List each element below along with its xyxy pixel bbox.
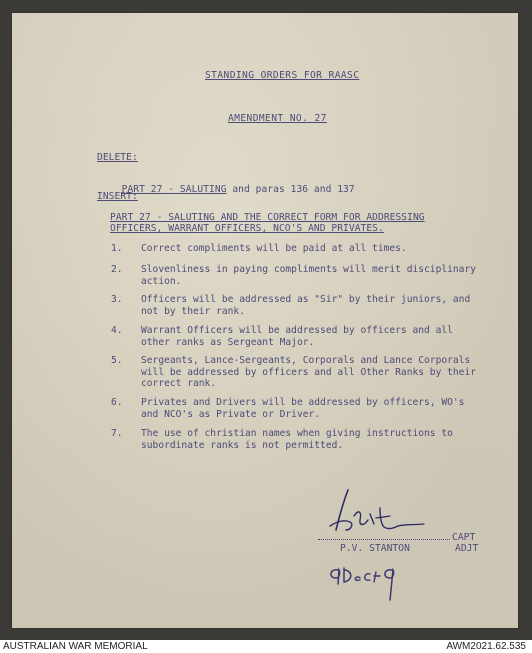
amendment-number: AMENDMENT NO. 27 xyxy=(228,113,327,124)
handwritten-date-note xyxy=(326,560,406,606)
insert-heading-line1: PART 27 - SALUTING AND THE CORRECT FORM FOR ADDRESSING xyxy=(110,212,425,223)
item-text: Officers will be addressed as "Sir" by their juniors, and not by their rank. xyxy=(141,294,471,317)
delete-line xyxy=(110,173,355,195)
item-number: 3. xyxy=(111,294,123,305)
item-text: The use of christian names when giving instructions to subordinate ranks is not permitted. xyxy=(141,428,453,451)
delete-part: PART 27 - SALUTING xyxy=(121,184,227,195)
document-title: STANDING ORDERS FOR RAASC xyxy=(205,70,360,81)
delete-rest: and paras 136 and 137 xyxy=(226,184,355,195)
item-number: 7. xyxy=(111,428,123,439)
insert-label: INSERT: xyxy=(97,191,138,202)
item-text: Correct compliments will be paid at all times. xyxy=(141,243,407,254)
signatory-name: P.V. STANTON xyxy=(340,543,410,554)
document-page xyxy=(12,13,518,628)
handwritten-signature xyxy=(318,486,428,538)
signature-line xyxy=(318,539,450,540)
item-number: 4. xyxy=(111,325,123,336)
delete-label: DELETE: xyxy=(97,152,138,163)
footer-source-label: AUSTRALIAN WAR MEMORIAL xyxy=(3,641,148,652)
footer-accession-number: AWM2021.62.535 xyxy=(446,641,526,652)
item-text: Privates and Drivers will be addressed by officers, WO's and NCO's as Private or Driver. xyxy=(141,397,465,420)
signatory-rank: CAPT xyxy=(452,532,476,543)
item-number: 2. xyxy=(111,264,123,275)
item-number: 6. xyxy=(111,397,123,408)
item-text: Warrant Officers will be addressed by officers and all other ranks as Sergeant Major. xyxy=(141,325,453,348)
item-number: 1. xyxy=(111,243,123,254)
insert-heading-line2: OFFICERS, WARRANT OFFICERS, NCO'S AND PRIVATES. xyxy=(110,223,384,234)
item-number: 5. xyxy=(111,355,123,366)
item-text: Slovenliness in paying compliments will merit disciplinary action. xyxy=(141,264,477,287)
signatory-role: ADJT xyxy=(455,543,479,554)
item-text: Sergeants, Lance-Sergeants, Corporals and Lance Corporals will be addressed by officers and all Other Ranks by their correct rank. xyxy=(141,355,477,389)
